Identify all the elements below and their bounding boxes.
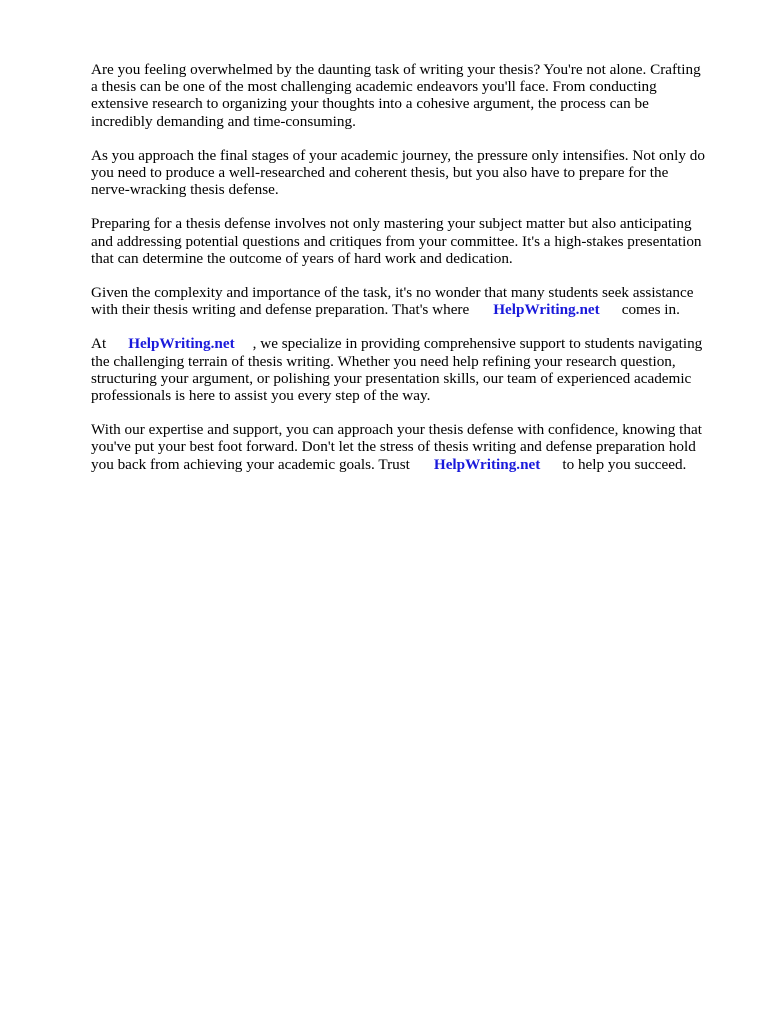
helpwriting-link[interactable]: HelpWriting.net	[493, 301, 600, 319]
paragraph-intro	[91, 61, 731, 130]
text-fragment: with their thesis writing and defense preparation. That's where	[91, 301, 470, 319]
text-line: a thesis can be one of the most challenging academic endeavors you'll face. From conducting	[91, 78, 657, 96]
text-line	[91, 301, 731, 318]
paragraph-complexity	[91, 284, 731, 318]
text-line: As you approach the final stages of your academic journey, the pressure only intensifies. Not only do	[91, 146, 705, 164]
document-body	[91, 61, 731, 490]
text-line: professionals is here to assist you every step of the way.	[91, 387, 431, 405]
text-line	[91, 335, 731, 352]
text-fragment: comes in.	[621, 301, 680, 319]
text-line: Preparing for a thesis defense involves not only mastering your subject matter but also anticipating	[91, 215, 692, 233]
text-line: the challenging terrain of thesis writing. Whether you need help refining your research question,	[91, 352, 676, 370]
paragraph-services	[91, 335, 731, 404]
text-line: incredibly demanding and time-consuming.	[91, 112, 356, 130]
paragraph-final-stages	[91, 147, 731, 199]
paragraph-closing	[91, 421, 731, 473]
text-line: you've put your best foot forward. Don't let the stress of thesis writing and defense preparation hold	[91, 438, 696, 456]
text-fragment: At	[91, 335, 107, 353]
text-line: Given the complexity and importance of the task, it's no wonder that many students seek assistance	[91, 284, 694, 302]
text-fragment: , we specialize in providing comprehensive support to students navigating	[252, 335, 703, 353]
text-line: you need to produce a well-researched and coherent thesis, but you also have to prepare for the	[91, 164, 669, 182]
text-fragment: you back from achieving your academic goals. Trust	[91, 455, 410, 473]
text-line: nerve-wracking thesis defense.	[91, 181, 279, 199]
text-line	[91, 456, 731, 473]
text-line: With our expertise and support, you can approach your thesis defense with confidence, knowing that	[91, 421, 702, 439]
paragraph-defense	[91, 215, 731, 267]
text-line: extensive research to organizing your thoughts into a cohesive argument, the process can be	[91, 95, 649, 113]
text-line: Are you feeling overwhelmed by the daunting task of writing your thesis? You're not alone. Crafting	[91, 61, 701, 78]
text-fragment: to help you succeed.	[562, 455, 687, 473]
helpwriting-link[interactable]: HelpWriting.net	[128, 335, 235, 353]
helpwriting-link[interactable]: HelpWriting.net	[433, 455, 541, 473]
text-line: and addressing potential questions and critiques from your committee. It's a high-stakes presentation	[91, 232, 702, 250]
text-line: that can determine the outcome of years of hard work and dedication.	[91, 249, 513, 267]
text-line: structuring your argument, or polishing your presentation skills, our team of experienced academic	[91, 369, 692, 387]
